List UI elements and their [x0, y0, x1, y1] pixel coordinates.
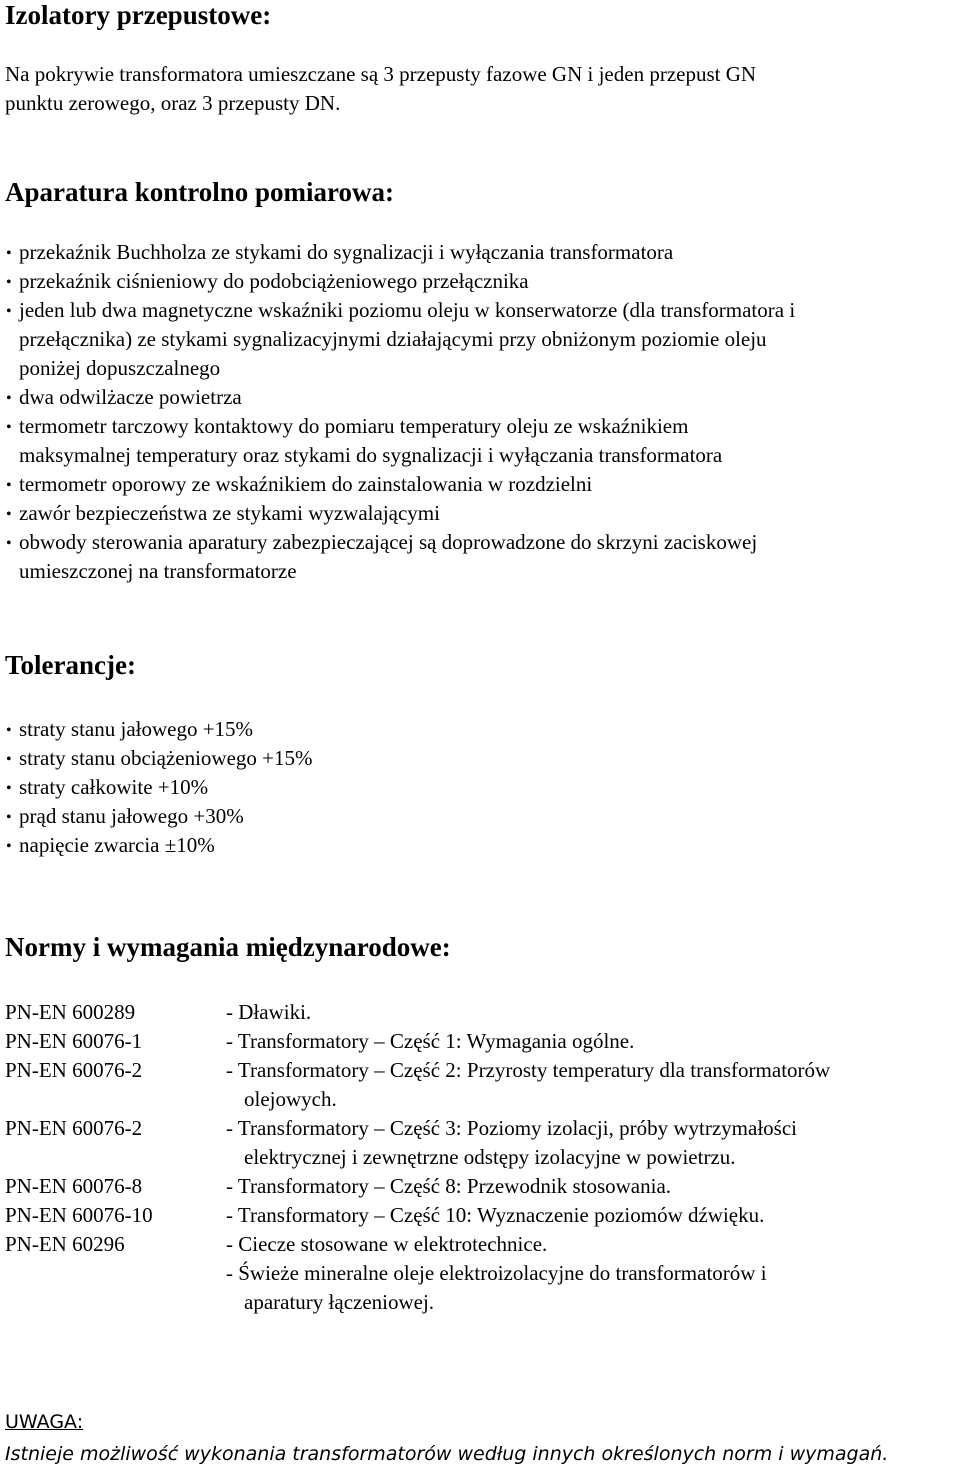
norm-code: PN-EN 60076-10: [5, 1203, 153, 1227]
aparatura-item-3-line-1: jeden lub dwa magnetyczne wskaźniki poziomu oleju w konserwatorze (dla transformatora i: [19, 298, 796, 322]
norm-code: PN-EN 600289: [5, 1000, 136, 1024]
uwaga-label-wrap: [5, 1411, 83, 1433]
heading-aparatura: Aparatura kontrolno pomiarowa:: [5, 177, 395, 207]
norm-desc: - Transformatory – Część 3: Poziomy izolacji, próby wytrzymałości: [226, 1116, 797, 1140]
aparatura-item-6: termometr oporowy ze wskaźnikiem do zainstalowania w rozdzielni: [19, 472, 593, 496]
norm-desc-cont: elektrycznej i zewnętrzne odstępy izolacyjne w powietrzu.: [244, 1145, 736, 1169]
bullet: •: [6, 809, 12, 826]
bullet: •: [6, 390, 12, 407]
tolerancje-item-2: straty stanu obciążeniowego +15%: [19, 746, 313, 770]
tolerancje-item-3: straty całkowite +10%: [19, 775, 209, 799]
bullet: •: [6, 751, 12, 768]
bullet: •: [6, 303, 12, 320]
uwaga-colon: :: [76, 1411, 84, 1433]
aparatura-item-8-line-2: umieszczonej na transformatorze: [19, 559, 297, 583]
bullet: •: [6, 477, 12, 494]
heading-normy: Normy i wymagania międzynarodowe:: [5, 932, 451, 962]
norm-code: PN-EN 60296: [5, 1232, 125, 1256]
norm-desc: - Świeże mineralne oleje elektroizolacyjne do transformatorów i: [226, 1261, 767, 1285]
norm-desc: - Dławiki.: [226, 1000, 312, 1024]
norm-code: PN-EN 60076-2: [5, 1058, 143, 1082]
aparatura-item-5-line-1: termometr tarczowy kontaktowy do pomiaru temperatury oleju ze wskaźnikiem: [19, 414, 689, 438]
aparatura-item-3-line-3: poniżej dopuszczalnego: [19, 356, 221, 380]
bullet: •: [6, 535, 12, 552]
izolatory-text-line-2: punktu zerowego, oraz 3 przepusty DN.: [5, 91, 341, 115]
norm-desc: - Transformatory – Część 8: Przewodnik stosowania.: [226, 1174, 672, 1198]
izolatory-text-line-1: Na pokrywie transformatora umieszczane są 3 przepusty fazowe GN i jeden przepust GN: [5, 62, 757, 86]
aparatura-item-1: przekaźnik Buchholza ze stykami do sygnalizacji i wyłączania transformatora: [19, 240, 674, 264]
norm-code: PN-EN 60076-8: [5, 1174, 143, 1198]
bullet: •: [6, 780, 12, 797]
bullet: •: [6, 419, 12, 436]
heading-izolatory: Izolatory przepustowe:: [5, 0, 272, 30]
bullet: •: [6, 838, 12, 855]
norm-desc: - Transformatory – Część 2: Przyrosty temperatury dla transformatorów: [226, 1058, 831, 1082]
aparatura-item-3-line-2: przełącznika) ze stykami sygnalizacyjnymi działającymi przy obniżonym poziomie oleju: [19, 327, 767, 351]
aparatura-item-4: dwa odwilżacze powietrza: [19, 385, 242, 409]
norm-desc: - Transformatory – Część 1: Wymagania ogólne.: [226, 1029, 635, 1053]
bullet: •: [6, 274, 12, 291]
bullet: •: [6, 506, 12, 523]
norm-code: PN-EN 60076-1: [5, 1029, 143, 1053]
norm-code: PN-EN 60076-2: [5, 1116, 143, 1140]
tolerancje-item-4: prąd stanu jałowego +30%: [19, 804, 244, 828]
uwaga-text: Istnieje możliwość wykonania transformatorów według innych określonych norm i wymagań.: [5, 1443, 889, 1465]
norm-desc: - Ciecze stosowane w elektrotechnice.: [226, 1232, 548, 1256]
tolerancje-item-1: straty stanu jałowego +15%: [19, 717, 254, 741]
norm-desc: - Transformatory – Część 10: Wyznaczenie poziomów dźwięku.: [226, 1203, 765, 1227]
tolerancje-item-5: napięcie zwarcia ±10%: [19, 833, 215, 857]
aparatura-item-7: zawór bezpieczeństwa ze stykami wyzwalającymi: [19, 501, 440, 525]
aparatura-item-8-line-1: obwody sterowania aparatury zabezpieczającej są doprowadzone do skrzyni zaciskowej: [19, 530, 758, 554]
aparatura-item-2: przekaźnik ciśnieniowy do podobciążeniowego przełącznika: [19, 269, 529, 293]
uwaga-label: UWAGA: [5, 1411, 77, 1433]
heading-tolerancje: Tolerancje:: [5, 650, 136, 680]
aparatura-item-5-line-2: maksymalnej temperatury oraz stykami do sygnalizacji i wyłączania transformatora: [19, 443, 723, 467]
bullet: •: [6, 245, 12, 262]
norm-desc-cont: aparatury łączeniowej.: [244, 1290, 435, 1314]
norm-desc-cont: olejowych.: [244, 1087, 337, 1111]
bullet: •: [6, 722, 12, 739]
